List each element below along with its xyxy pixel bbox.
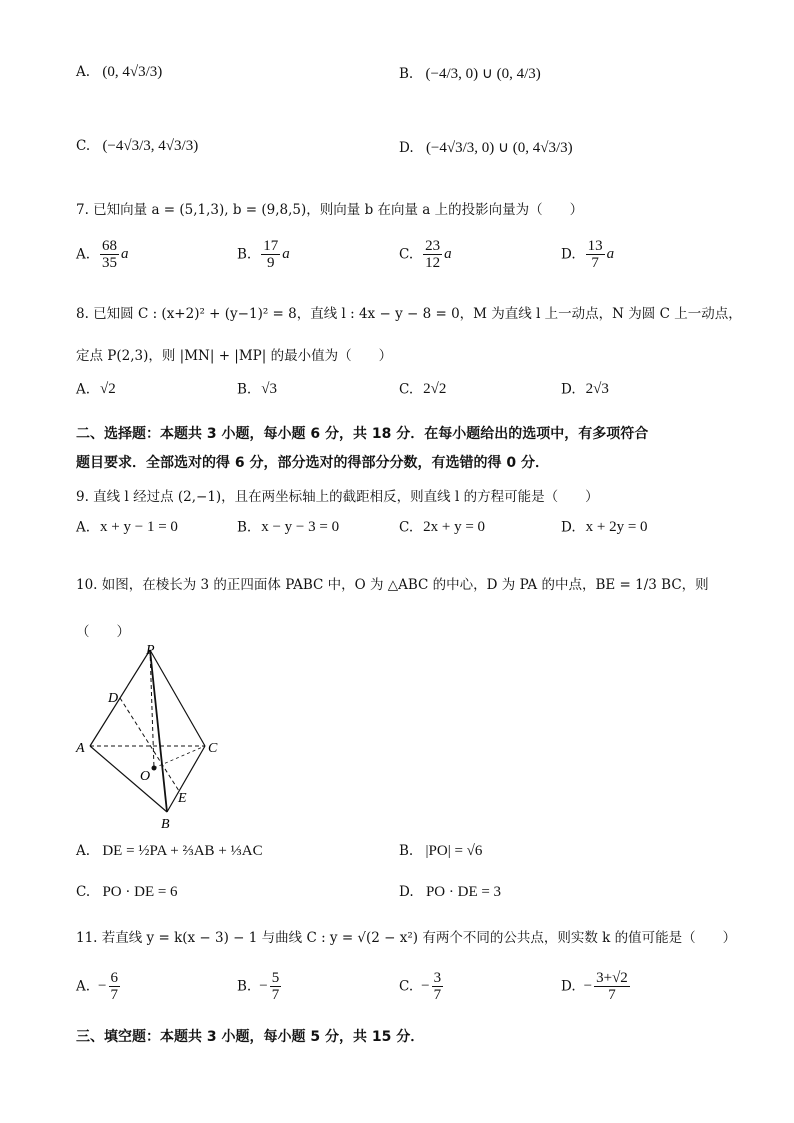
- fraction-denominator: 7: [110, 987, 119, 1003]
- option-sign: −: [98, 978, 107, 994]
- q9-option-b: [237, 519, 339, 536]
- q11-option-d: [561, 970, 632, 1003]
- q11-stem: 11. 若直线 y = k(x − 3) − 1 与曲线 C : y = √(2 − x²) 有两个不同的公共点，则实数 k 的值可能是（ ）: [76, 930, 737, 946]
- option-expr: x − y − 3 = 0: [261, 519, 340, 535]
- label-e: E: [178, 791, 187, 806]
- option-label: A.: [76, 978, 91, 995]
- option-expr: 2x + y = 0: [423, 519, 486, 535]
- label-b: B: [161, 817, 170, 832]
- fraction-denominator: 12: [425, 255, 441, 271]
- q8-option-a: [76, 381, 116, 398]
- option-expr: DE = ½PA + ⅔AB + ⅓AC: [102, 843, 263, 859]
- fraction-denominator: 7: [271, 987, 280, 1003]
- q11-option-a: [76, 970, 122, 1003]
- option-label: C.: [76, 138, 91, 154]
- option-expr: 2√3: [585, 381, 609, 397]
- option-label: C.: [76, 884, 91, 900]
- fraction-numerator: 17: [263, 238, 279, 254]
- option-sign: −: [259, 978, 268, 994]
- option-fraction: [270, 970, 282, 1003]
- q6-option-a: [76, 64, 162, 81]
- option-sign: −: [583, 978, 593, 994]
- option-label: D.: [561, 246, 576, 263]
- section3-heading: 三、填空题：本题共 3 小题，每小题 5 分，共 15 分．: [76, 1029, 425, 1045]
- vector-symbol: a: [606, 246, 615, 262]
- fraction-denominator: 9: [266, 255, 275, 271]
- fraction-denominator: 7: [433, 987, 442, 1003]
- vector-symbol: a: [282, 246, 290, 262]
- fraction-denominator: 7: [591, 255, 599, 271]
- option-expr: x + y − 1 = 0: [100, 519, 178, 535]
- option-fraction: [432, 970, 444, 1003]
- q7-stem: 7. 已知向量 a = (5,1,3), b = (9,8,5)，则向量 b 在向量 a 上的投影向量为（ ）: [76, 202, 584, 218]
- option-fraction: [100, 238, 119, 271]
- q7-option-a: [76, 238, 129, 271]
- option-expr: (−4√3/3, 0) ∪ (0, 4√3/3): [425, 140, 573, 156]
- q7-option-c: [399, 238, 452, 271]
- option-label: C.: [399, 246, 414, 263]
- q9-option-c: [399, 519, 485, 536]
- fraction-denominator: 35: [102, 255, 118, 271]
- q11-option-c: [399, 970, 445, 1003]
- option-fraction: [109, 970, 121, 1003]
- option-expr: PO · DE = 3: [425, 884, 502, 900]
- option-fraction: [423, 238, 442, 271]
- option-label: D.: [399, 140, 414, 156]
- q10-option-a: [76, 843, 263, 860]
- option-fraction: [586, 238, 605, 271]
- option-expr: |PO| = √6: [425, 843, 483, 859]
- q6-option-c: [76, 138, 198, 155]
- option-label: B.: [237, 978, 252, 995]
- option-label: A.: [76, 64, 91, 80]
- q8-option-d: [561, 381, 609, 398]
- fraction-numerator: 23: [425, 238, 441, 254]
- option-expr: PO · DE = 6: [102, 884, 178, 900]
- option-label: B.: [237, 246, 252, 263]
- q7-option-b: [237, 238, 290, 271]
- option-expr: 2√2: [423, 381, 447, 397]
- q9-option-d: [561, 519, 648, 536]
- label-o: O: [140, 769, 151, 784]
- q10-option-d: [399, 884, 501, 901]
- fraction-numerator: 6: [110, 970, 119, 986]
- option-expr: √2: [100, 381, 116, 397]
- option-label: D.: [561, 519, 576, 536]
- option-label: D.: [561, 381, 576, 398]
- option-label: A.: [76, 246, 91, 263]
- q11-option-b: [237, 970, 283, 1003]
- option-fraction: [594, 970, 630, 1003]
- option-label: A.: [76, 381, 91, 398]
- q6-option-d: [399, 138, 573, 157]
- q8-option-b: [237, 381, 277, 398]
- option-expr: x + 2y = 0: [585, 519, 648, 535]
- fraction-numerator: 3+√2: [596, 970, 628, 986]
- fraction-numerator: 13: [587, 238, 603, 254]
- option-label: D.: [399, 884, 414, 900]
- option-label: B.: [237, 519, 252, 536]
- fraction-denominator: 7: [608, 987, 616, 1003]
- label-a: A: [76, 741, 85, 756]
- q8-option-c: [399, 381, 446, 398]
- section2-heading-line2: 题目要求．全部选对的得 6 分，部分选对的得部分分数，有选错的得 0 分．: [76, 455, 549, 471]
- option-expr: (−4√3/3, 4√3/3): [102, 138, 199, 154]
- label-c: C: [208, 741, 218, 756]
- option-label: C.: [399, 519, 414, 536]
- section2-heading-line1: 二、选择题：本题共 3 小题，每小题 6 分，共 18 分．在每小题给出的选项中，有多项符合: [76, 426, 649, 442]
- option-expr: √3: [261, 381, 277, 397]
- option-expr: (−4/3, 0) ∪ (0, 4/3): [425, 66, 541, 82]
- vector-symbol: a: [444, 246, 452, 262]
- option-expr: (0, 4√3/3): [102, 64, 163, 80]
- label-d: D: [108, 691, 119, 706]
- q9-stem: 9. 直线 l 经过点 (2,−1)，且在两坐标轴上的截距相反，则直线 l 的方程可能是（ ）: [76, 489, 599, 505]
- option-label: A.: [76, 843, 91, 859]
- fraction-numerator: 5: [271, 970, 280, 986]
- q7-option-d: [561, 238, 614, 271]
- option-fraction: [261, 238, 280, 271]
- vector-symbol: a: [121, 246, 129, 262]
- option-label: B.: [399, 66, 414, 82]
- option-label: C.: [399, 978, 414, 995]
- option-label: B.: [399, 843, 414, 859]
- option-label: D.: [561, 978, 576, 995]
- fraction-numerator: 68: [102, 238, 118, 254]
- option-label: C.: [399, 381, 414, 398]
- tetrahedron-figure: [70, 640, 230, 835]
- option-label: B.: [237, 381, 252, 398]
- q6-option-b: [399, 64, 541, 83]
- label-p: P: [146, 643, 155, 658]
- q10-paren: （ ）: [76, 624, 130, 640]
- option-label: A.: [76, 519, 91, 536]
- q9-option-a: [76, 519, 178, 536]
- fraction-numerator: 3: [433, 970, 442, 986]
- option-sign: −: [421, 978, 430, 994]
- q10-option-c: [76, 884, 178, 901]
- q10-stem: 10. 如图，在棱长为 3 的正四面体 PABC 中，O 为 △ABC 的中心，D 为 PA 的中点，BE = 1/3 BC，则: [76, 577, 709, 593]
- q8-stem-line1: 8. 已知圆 C : (x+2)² + (y−1)² = 8，直线 l : 4x − y − 8 = 0，M 为直线 l 上一动点，N 为圆 C 上一动点，: [76, 306, 742, 322]
- q8-stem-line2: 定点 P(2,3)，则 |MN| + |MP| 的最小值为（ ）: [76, 348, 393, 364]
- q10-option-b: [399, 843, 482, 860]
